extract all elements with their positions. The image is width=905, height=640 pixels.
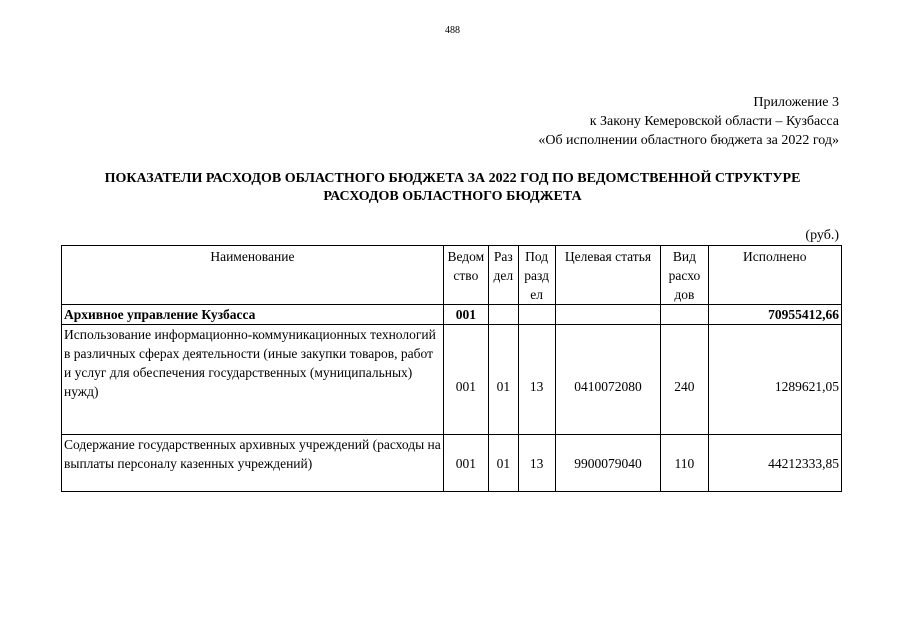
row-section: 01 bbox=[488, 325, 518, 435]
table-row bbox=[62, 435, 842, 492]
row-target-article: 9900079040 bbox=[555, 435, 661, 492]
header-subsection: Под разд ел bbox=[518, 246, 555, 305]
document-title-line-1: ПОКАЗАТЕЛИ РАСХОДОВ ОБЛАСТНОГО БЮДЖЕТА ЗА 2022 ГОД ПО ВЕДОМСТВЕННОЙ СТРУКТУРЕ bbox=[104, 171, 801, 186]
header-expense-type: Вид расхо дов bbox=[661, 246, 708, 305]
header-executed: Исполнено bbox=[708, 246, 841, 305]
header-name: Наименование bbox=[62, 246, 444, 305]
department-name: Архивное управление Кузбасса bbox=[62, 305, 444, 325]
row-subsection: 13 bbox=[518, 325, 555, 435]
appendix-line-3: «Об исполнении областного бюджета за 2022 год» bbox=[538, 133, 839, 148]
row-name: Использование информационно-коммуникационных технологий в различных сферах деятельности (иные закупки товаров, работ и услуг для обеспечения государственных (муниципальных) нужд) bbox=[62, 325, 444, 435]
page-number: 488 bbox=[445, 25, 460, 36]
department-subsection bbox=[518, 305, 555, 325]
appendix-line-2: к Закону Кемеровской области – Кузбасса bbox=[589, 114, 839, 129]
row-target-article: 0410072080 bbox=[555, 325, 661, 435]
row-department-code: 001 bbox=[443, 325, 488, 435]
row-executed: 44212333,85 bbox=[708, 435, 841, 492]
department-expense-type bbox=[661, 305, 708, 325]
row-department-code: 001 bbox=[443, 435, 488, 492]
table-header-row bbox=[62, 246, 842, 305]
currency-unit: (руб.) bbox=[805, 228, 839, 243]
row-subsection: 13 bbox=[518, 435, 555, 492]
table-row bbox=[62, 325, 842, 435]
expenditure-table bbox=[61, 245, 842, 492]
row-executed: 1289621,05 bbox=[708, 325, 841, 435]
row-section: 01 bbox=[488, 435, 518, 492]
row-name: Содержание государственных архивных учреждений (расходы на выплаты персоналу казенных учреждений) bbox=[62, 435, 444, 492]
department-row bbox=[62, 305, 842, 325]
appendix-note bbox=[538, 93, 839, 150]
document-title-line-2: РАСХОДОВ ОБЛАСТНОГО БЮДЖЕТА bbox=[323, 189, 582, 204]
row-expense-type: 110 bbox=[661, 435, 708, 492]
department-section bbox=[488, 305, 518, 325]
department-target-article bbox=[555, 305, 661, 325]
appendix-line-1: Приложение 3 bbox=[753, 95, 839, 110]
header-department-code: Ведом ство bbox=[443, 246, 488, 305]
header-section: Раз дел bbox=[488, 246, 518, 305]
department-executed: 70955412,66 bbox=[708, 305, 841, 325]
department-code: 001 bbox=[443, 305, 488, 325]
document-title bbox=[0, 170, 905, 206]
header-target-article: Целевая статья bbox=[555, 246, 661, 305]
row-expense-type: 240 bbox=[661, 325, 708, 435]
